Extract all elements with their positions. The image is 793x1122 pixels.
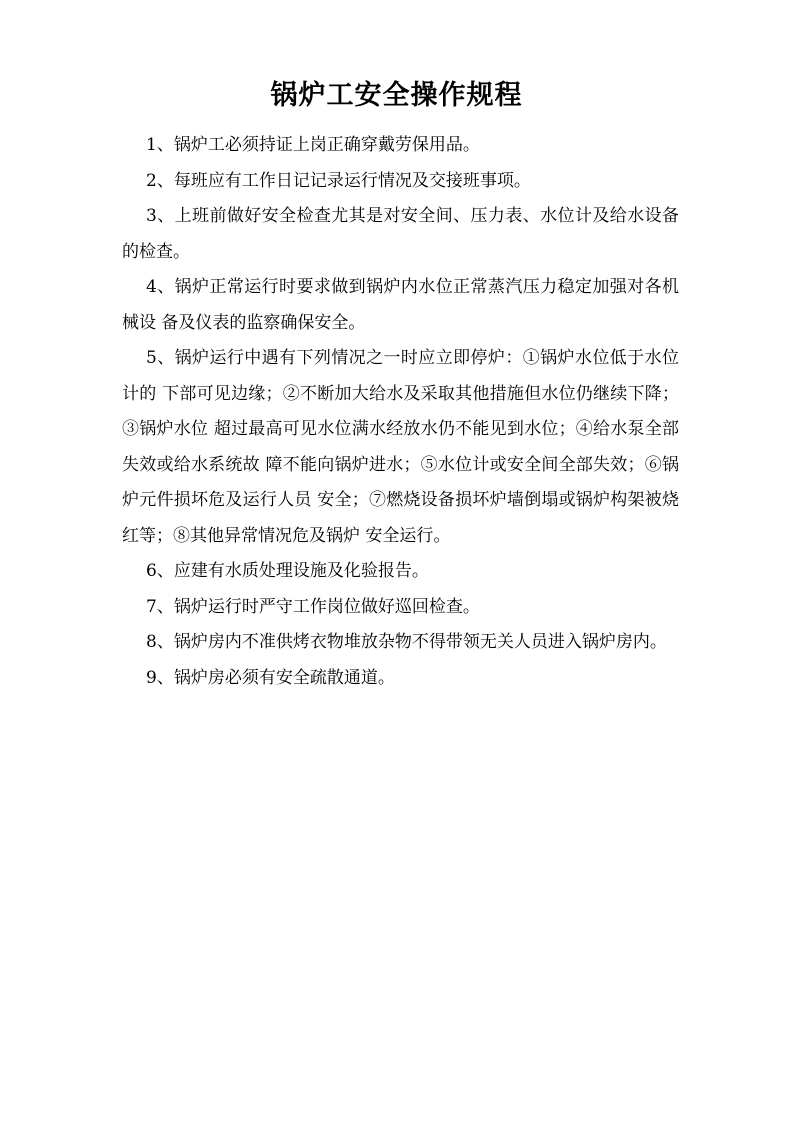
rule-paragraph-5: 5、锅炉运行中遇有下列情况之一时应立即停炉：①锅炉水位低于水位计的 下部可见边缘；②不断加大给水及采取其他措施但水位仍继续下降；③锅炉水位 超过最高可见水位满水经放水仍不能见到水位；④给水泵全部失效或给水系统故 障不能向锅炉进水；⑤水位计或安全间全部失效；⑥锅炉元件损坏危及运行人员 安全；⑦燃烧设备损坏炉墙倒塌或锅炉构架被烧红等；⑧其他异常情况危及锅炉 安全运行。: [122, 348, 679, 546]
rule-paragraph-9: 9、锅炉房必须有安全疏散通道。: [146, 667, 395, 688]
rule-paragraph-1: 1、锅炉工必须持证上岗正确穿戴劳保用品。: [146, 135, 480, 155]
rule-paragraph-3: 3、上班前做好安全检查尤其是对安全间、压力表、水位计及给水设备的检查。: [122, 206, 679, 262]
rule-paragraph-7: 7、锅炉运行时严守工作岗位做好巡回检查。: [146, 596, 480, 617]
document-title: 锅炉工安全操作规程: [270, 80, 523, 111]
rule-paragraph-8: 8、锅炉房内不准供烤衣物堆放杂物不得带领无关人员进入锅炉房内。: [146, 632, 667, 652]
rule-paragraph-6: 6、应建有水质处理设施及化验报告。: [146, 561, 429, 581]
rule-paragraph-4: 4、锅炉正常运行时要求做到锅炉内水位正常蒸汽压力稳定加强对各机械设 备及仪表的监察确保安全。: [122, 277, 679, 333]
document-body: [122, 128, 679, 696]
rule-paragraph-2: 2、每班应有工作日记记录运行情况及交接班事项。: [146, 170, 531, 191]
